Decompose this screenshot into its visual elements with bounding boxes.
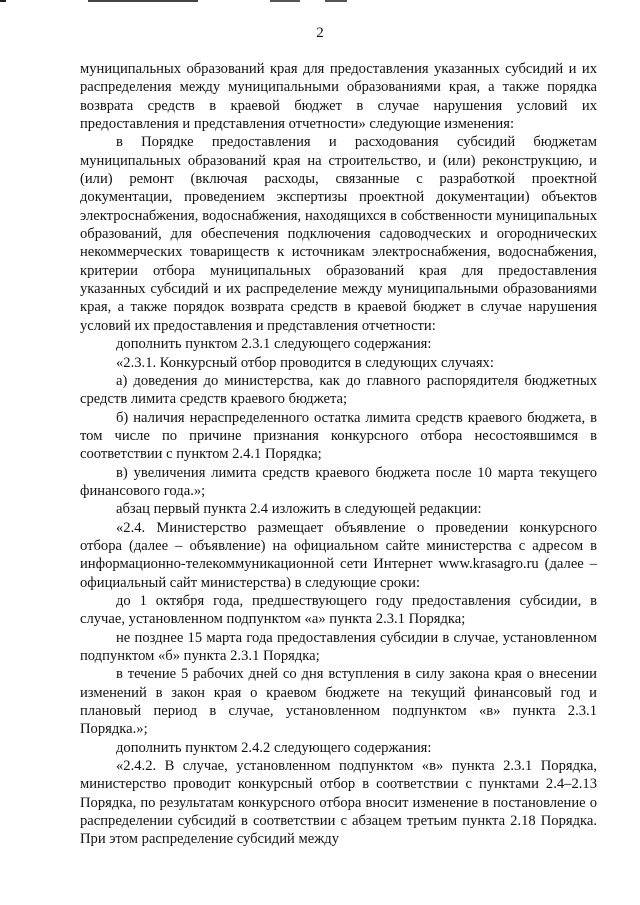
document-body bbox=[80, 60, 597, 849]
paragraph-8: абзац первый пункта 2.4 изложить в следующей редакции: bbox=[116, 501, 482, 518]
paragraph-6: б) наличия нераспределенного остатка лимита средств краевого бюджета, в том числе по причине признания конкурсного отбора несостоявшимся в соответствии с пунктом 2.4.1 Порядка; bbox=[80, 409, 597, 463]
page-number: 2 bbox=[316, 25, 324, 41]
paragraph-11: не позднее 15 марта года предоставления субсидии в случае, установленном подпунктом «б» пункта 2.3.1 Порядка; bbox=[80, 629, 597, 664]
paragraph-9: «2.4. Министерство размещает объявление о проведении конкурсного отбора (далее – объявление) на официальном сайте министерства с адресом в информационно-телекоммуникационной сети Интернет www.krasagro.ru (далее – официальный сайт министерства) в следующие сроки: bbox=[80, 519, 597, 591]
paragraph-5: а) доведения до министерства, как до главного распорядителя бюджетных средств лимита средств краевого бюджета; bbox=[80, 372, 597, 408]
scan-artifact-marks bbox=[0, 0, 640, 8]
paragraph-13: дополнить пунктом 2.4.2 следующего содержания: bbox=[116, 739, 432, 756]
paragraph-12: в течение 5 рабочих дней со дня вступления в силу закона края о внесении изменений в закон края о краевом бюджете на текущий финансовый год и плановый период в случае, установленном подпунктом «в» пункта 2.3.1 Порядка.»; bbox=[80, 666, 597, 738]
paragraph-7: в) увеличения лимита средств краевого бюджета после 10 марта текущего финансового года.»; bbox=[80, 464, 597, 499]
paragraph-2: в Порядке предоставления и расходования субсидий бюджетам муниципальных образований края на строительство, и (или) реконструкцию, и (или) ремонт (включая расходы, связанные с разработкой проектной документации, проведением экспертизы проектной документации) объектов электроснабжения, водоснабжения, находящихся в собственности муниципальных образований, для обеспечения подключения садоводческих и огороднических некоммерческих товариществ к источникам электроснабжения, водоснабжения, критерии отбора муниципальных образований края для предоставления указанных субсидий и их распределение между муниципальными образованиями края, а также порядок возврата средств в краевой бюджет в случае нарушения условий их предоставления и представления отчетности: bbox=[80, 134, 597, 334]
paragraph-3: дополнить пунктом 2.3.1 следующего содержания: bbox=[116, 336, 432, 353]
paragraph-1: муниципальных образований края для предоставления указанных субсидий и их распределения между муниципальными образованиями края, а также порядка возврата средств в краевой бюджет в случае нарушения условий их предоставления и представления отчетности» следующие изменения: bbox=[80, 61, 597, 133]
paragraph-14: «2.4.2. В случае, установленном подпунктом «в» пункта 2.3.1 Порядка, министерство проводит конкурсный отбор в соответствии с пунктами 2.4–2.13 Порядка, по результатам конкурсного отбора вносит изменение в постановление о распределении субсидий в соответствии с абзацем третьим пункта 2.18 Порядка. При этом распределение субсидий между bbox=[80, 758, 597, 848]
paragraph-10: до 1 октября года, предшествующего году предоставления субсидии, в случае, установленном подпунктом «а» пункта 2.3.1 Порядка; bbox=[80, 592, 597, 628]
paragraph-4: «2.3.1. Конкурсный отбор проводится в следующих случаях: bbox=[116, 354, 494, 371]
